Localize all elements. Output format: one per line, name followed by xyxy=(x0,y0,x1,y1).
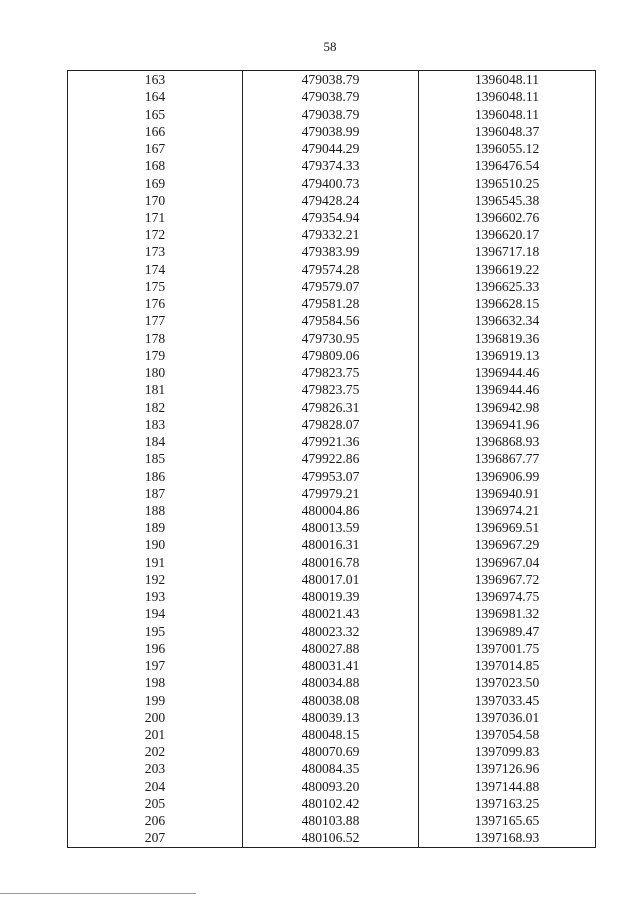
table-row xyxy=(68,226,596,243)
y-coordinate-cell: 1396967.29 xyxy=(419,536,596,553)
x-coordinate-cell: 480004.86 xyxy=(243,502,419,519)
y-coordinate-cell: 1396510.25 xyxy=(419,174,596,191)
table-row xyxy=(68,312,596,329)
x-coordinate-cell: 480102.42 xyxy=(243,795,419,812)
x-coordinate-cell: 480019.39 xyxy=(243,588,419,605)
y-coordinate-cell: 1396619.22 xyxy=(419,261,596,278)
x-coordinate-cell: 479809.06 xyxy=(243,347,419,364)
point-number-cell: 175 xyxy=(144,278,166,294)
x-coordinate-cell: 480038.08 xyxy=(243,691,419,708)
footer-rule xyxy=(0,893,196,894)
table-row xyxy=(68,261,596,278)
y-coordinate-cell: 1396944.46 xyxy=(419,381,596,398)
x-coordinate-cell: 480103.88 xyxy=(243,812,419,829)
y-coordinate-cell: 1396048.37 xyxy=(419,123,596,140)
point-number-cell: 185 xyxy=(144,451,166,467)
point-number-cell: 184 xyxy=(144,434,166,450)
x-coordinate-cell: 479730.95 xyxy=(243,330,419,347)
y-coordinate-cell: 1397001.75 xyxy=(419,640,596,657)
y-coordinate-cell: 1397033.45 xyxy=(419,691,596,708)
point-number-cell: 181 xyxy=(144,382,166,398)
x-coordinate-cell: 479374.33 xyxy=(243,157,419,174)
x-coordinate-cell: 480084.35 xyxy=(243,760,419,777)
y-coordinate-cell: 1396867.77 xyxy=(419,450,596,467)
x-coordinate-cell: 479383.99 xyxy=(243,243,419,260)
point-number-cell: 163 xyxy=(144,72,166,88)
coordinates-table xyxy=(67,70,596,848)
point-number-cell: 178 xyxy=(144,330,166,346)
table-row xyxy=(68,709,596,726)
table-row xyxy=(68,691,596,708)
table-row xyxy=(68,347,596,364)
point-number-cell: 207 xyxy=(144,830,166,846)
table-row xyxy=(68,485,596,502)
point-number-cell: 194 xyxy=(144,606,166,622)
y-coordinate-cell: 1396969.51 xyxy=(419,519,596,536)
point-number-cell: 165 xyxy=(144,106,166,122)
x-coordinate-cell: 480034.88 xyxy=(243,674,419,691)
x-coordinate-cell: 479574.28 xyxy=(243,261,419,278)
x-coordinate-cell: 480016.78 xyxy=(243,554,419,571)
point-number-cell: 189 xyxy=(144,520,166,536)
table-row xyxy=(68,519,596,536)
table-row xyxy=(68,536,596,553)
point-number-cell: 192 xyxy=(144,571,166,587)
table-row xyxy=(68,726,596,743)
point-number-cell: 180 xyxy=(144,365,166,381)
y-coordinate-cell: 1396941.96 xyxy=(419,416,596,433)
point-number-cell: 204 xyxy=(144,778,166,794)
point-number-cell: 173 xyxy=(144,244,166,260)
table-row xyxy=(68,295,596,312)
y-coordinate-cell: 1396632.34 xyxy=(419,312,596,329)
point-number-cell: 166 xyxy=(144,123,166,139)
y-coordinate-cell: 1396055.12 xyxy=(419,140,596,157)
y-coordinate-cell: 1397168.93 xyxy=(419,829,596,847)
y-coordinate-cell: 1396919.13 xyxy=(419,347,596,364)
x-coordinate-cell: 480027.88 xyxy=(243,640,419,657)
table-row xyxy=(68,674,596,691)
y-coordinate-cell: 1396974.75 xyxy=(419,588,596,605)
table-row xyxy=(68,88,596,105)
x-coordinate-cell: 480021.43 xyxy=(243,605,419,622)
point-number-cell: 195 xyxy=(144,623,166,639)
y-coordinate-cell: 1396545.38 xyxy=(419,192,596,209)
table-row xyxy=(68,105,596,122)
table-row xyxy=(68,381,596,398)
table-row xyxy=(68,243,596,260)
table-row xyxy=(68,157,596,174)
y-coordinate-cell: 1396989.47 xyxy=(419,623,596,640)
point-number-cell: 200 xyxy=(144,709,166,725)
y-coordinate-cell: 1396717.18 xyxy=(419,243,596,260)
y-coordinate-cell: 1396602.76 xyxy=(419,209,596,226)
point-number-cell: 188 xyxy=(144,502,166,518)
table-row xyxy=(68,623,596,640)
x-coordinate-cell: 479400.73 xyxy=(243,174,419,191)
x-coordinate-cell: 479038.79 xyxy=(243,71,419,89)
x-coordinate-cell: 479581.28 xyxy=(243,295,419,312)
x-coordinate-cell: 479038.99 xyxy=(243,123,419,140)
table-row xyxy=(68,71,596,89)
x-coordinate-cell: 480106.52 xyxy=(243,829,419,847)
y-coordinate-cell: 1396942.98 xyxy=(419,398,596,415)
x-coordinate-cell: 479038.79 xyxy=(243,88,419,105)
y-coordinate-cell: 1397099.83 xyxy=(419,743,596,760)
table-row xyxy=(68,398,596,415)
x-coordinate-cell: 479823.75 xyxy=(243,364,419,381)
table-row xyxy=(68,140,596,157)
y-coordinate-cell: 1396625.33 xyxy=(419,278,596,295)
x-coordinate-cell: 479979.21 xyxy=(243,485,419,502)
point-number-cell: 190 xyxy=(144,537,166,553)
x-coordinate-cell: 479922.86 xyxy=(243,450,419,467)
point-number-cell: 196 xyxy=(144,640,166,656)
table-row xyxy=(68,416,596,433)
table-row xyxy=(68,657,596,674)
y-coordinate-cell: 1396967.72 xyxy=(419,571,596,588)
x-coordinate-cell: 479953.07 xyxy=(243,467,419,484)
table-row xyxy=(68,588,596,605)
point-number-cell: 187 xyxy=(144,485,166,501)
table-row xyxy=(68,778,596,795)
point-number-cell: 172 xyxy=(144,227,166,243)
table-row xyxy=(68,278,596,295)
y-coordinate-cell: 1396628.15 xyxy=(419,295,596,312)
table-row xyxy=(68,605,596,622)
y-coordinate-cell: 1396620.17 xyxy=(419,226,596,243)
x-coordinate-cell: 479828.07 xyxy=(243,416,419,433)
point-number-cell: 174 xyxy=(144,261,166,277)
x-coordinate-cell: 479038.79 xyxy=(243,105,419,122)
x-coordinate-cell: 480039.13 xyxy=(243,709,419,726)
point-number-cell: 167 xyxy=(144,141,166,157)
y-coordinate-cell: 1396819.36 xyxy=(419,330,596,347)
y-coordinate-cell: 1396940.91 xyxy=(419,485,596,502)
x-coordinate-cell: 479354.94 xyxy=(243,209,419,226)
point-number-cell: 177 xyxy=(144,313,166,329)
y-coordinate-cell: 1396048.11 xyxy=(419,71,596,89)
x-coordinate-cell: 479579.07 xyxy=(243,278,419,295)
x-coordinate-cell: 479044.29 xyxy=(243,140,419,157)
x-coordinate-cell: 480070.69 xyxy=(243,743,419,760)
y-coordinate-cell: 1397036.01 xyxy=(419,709,596,726)
y-coordinate-cell: 1397054.58 xyxy=(419,726,596,743)
x-coordinate-cell: 479823.75 xyxy=(243,381,419,398)
point-number-cell: 186 xyxy=(144,468,166,484)
y-coordinate-cell: 1396967.04 xyxy=(419,554,596,571)
y-coordinate-cell: 1396974.21 xyxy=(419,502,596,519)
x-coordinate-cell: 479921.36 xyxy=(243,433,419,450)
table-row xyxy=(68,829,596,847)
point-number-cell: 169 xyxy=(144,175,166,191)
point-number-cell: 201 xyxy=(144,727,166,743)
table-row xyxy=(68,192,596,209)
x-coordinate-cell: 480093.20 xyxy=(243,778,419,795)
point-number-cell: 182 xyxy=(144,399,166,415)
y-coordinate-cell: 1396048.11 xyxy=(419,88,596,105)
y-coordinate-cell: 1397144.88 xyxy=(419,778,596,795)
y-coordinate-cell: 1396476.54 xyxy=(419,157,596,174)
point-number-cell: 168 xyxy=(144,158,166,174)
y-coordinate-cell: 1397163.25 xyxy=(419,795,596,812)
table-row xyxy=(68,760,596,777)
coordinates-table-body xyxy=(68,71,596,848)
table-row xyxy=(68,330,596,347)
point-number-cell: 191 xyxy=(144,554,166,570)
y-coordinate-cell: 1396906.99 xyxy=(419,467,596,484)
y-coordinate-cell: 1397023.50 xyxy=(419,674,596,691)
point-number-cell: 198 xyxy=(144,675,166,691)
y-coordinate-cell: 1396048.11 xyxy=(419,105,596,122)
y-coordinate-cell: 1396944.46 xyxy=(419,364,596,381)
point-number-cell: 179 xyxy=(144,347,166,363)
point-number-cell: 171 xyxy=(144,209,166,225)
y-coordinate-cell: 1397014.85 xyxy=(419,657,596,674)
x-coordinate-cell: 480017.01 xyxy=(243,571,419,588)
table-row xyxy=(68,123,596,140)
point-number-cell: 206 xyxy=(144,813,166,829)
table-row xyxy=(68,571,596,588)
y-coordinate-cell: 1397165.65 xyxy=(419,812,596,829)
y-coordinate-cell: 1396981.32 xyxy=(419,605,596,622)
point-number-cell: 183 xyxy=(144,416,166,432)
point-number-cell: 193 xyxy=(144,589,166,605)
x-coordinate-cell: 479826.31 xyxy=(243,398,419,415)
table-row xyxy=(68,209,596,226)
table-row xyxy=(68,743,596,760)
y-coordinate-cell: 1396868.93 xyxy=(419,433,596,450)
table-row xyxy=(68,795,596,812)
x-coordinate-cell: 480016.31 xyxy=(243,536,419,553)
table-row xyxy=(68,640,596,657)
x-coordinate-cell: 479428.24 xyxy=(243,192,419,209)
point-number-cell: 205 xyxy=(144,795,166,811)
x-coordinate-cell: 479332.21 xyxy=(243,226,419,243)
point-number-cell: 199 xyxy=(144,692,166,708)
point-number-cell: 203 xyxy=(144,761,166,777)
table-row xyxy=(68,812,596,829)
table-row xyxy=(68,450,596,467)
point-number-cell: 197 xyxy=(144,658,166,674)
x-coordinate-cell: 480023.32 xyxy=(243,623,419,640)
page-number: 58 xyxy=(323,39,337,54)
x-coordinate-cell: 479584.56 xyxy=(243,312,419,329)
point-number-cell: 170 xyxy=(144,192,166,208)
table-row xyxy=(68,502,596,519)
table-row xyxy=(68,554,596,571)
point-number-cell: 202 xyxy=(144,744,166,760)
y-coordinate-cell: 1397126.96 xyxy=(419,760,596,777)
x-coordinate-cell: 480013.59 xyxy=(243,519,419,536)
table-row xyxy=(68,467,596,484)
point-number-cell: 176 xyxy=(144,296,166,312)
table-row xyxy=(68,364,596,381)
x-coordinate-cell: 480048.15 xyxy=(243,726,419,743)
table-row xyxy=(68,174,596,191)
point-number-cell: 164 xyxy=(144,89,166,105)
table-row xyxy=(68,433,596,450)
x-coordinate-cell: 480031.41 xyxy=(243,657,419,674)
